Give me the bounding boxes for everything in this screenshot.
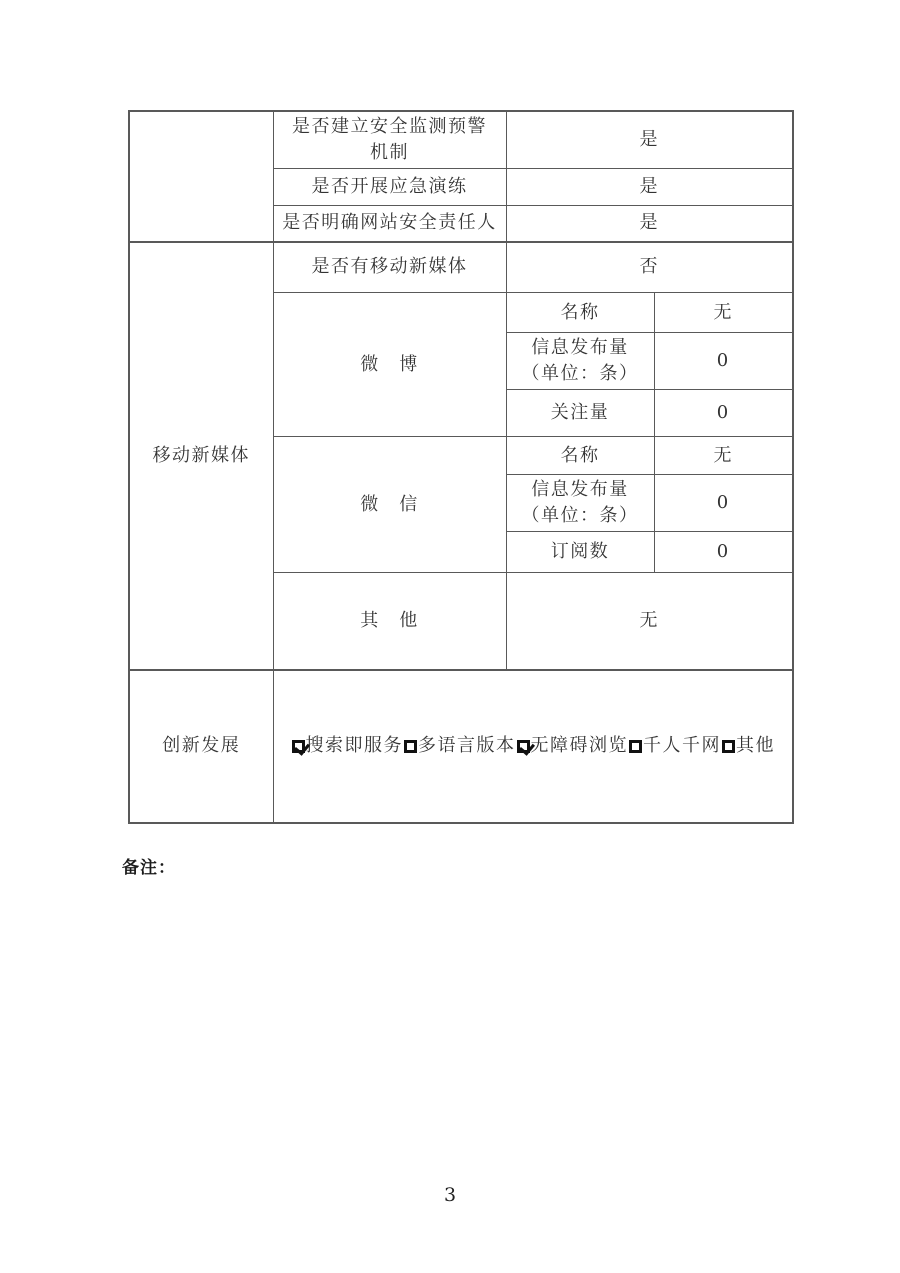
row-value: 0 — [654, 475, 793, 532]
row-label-emergency-drill: 是否开展应急演练 — [273, 169, 506, 206]
innovation-option-accessibility — [516, 735, 629, 756]
group-label-weibo: 微 博 — [273, 293, 506, 437]
row-label-line: 信息发布量 — [531, 337, 629, 358]
table-row — [129, 670, 793, 823]
row-label-wechat-posts — [506, 475, 654, 532]
row-label-security-officer: 是否明确网站安全责任人 — [273, 206, 506, 242]
page-number: 3 — [443, 1184, 457, 1206]
row-value: 是 — [506, 111, 793, 169]
innovation-option-search-service — [291, 735, 404, 756]
checkbox-icon — [517, 740, 530, 753]
option-label: 搜索即服务 — [305, 735, 403, 756]
innovation-option-other — [721, 735, 775, 756]
group-label-other: 其 他 — [273, 573, 506, 670]
row-value: 是 — [506, 206, 793, 242]
row-label-weibo-posts — [506, 333, 654, 390]
section-header-mobile-media: 移动新媒体 — [129, 242, 273, 670]
row-label-line: （单位：条） — [521, 363, 639, 384]
row-label-weibo-name: 名称 — [506, 293, 654, 333]
group-label-wechat: 微 信 — [273, 437, 506, 573]
table-row — [129, 111, 793, 169]
innovation-option-multilingual — [403, 735, 516, 756]
row-value: 无 — [506, 573, 793, 670]
checkbox-icon — [722, 740, 735, 753]
row-value: 0 — [654, 532, 793, 573]
notes-label: 备注： — [122, 858, 176, 878]
option-label: 多语言版本 — [418, 735, 516, 756]
row-label-line: 是否建立安全监测预警 — [292, 116, 487, 137]
row-label-has-mobile-media: 是否有移动新媒体 — [273, 242, 506, 293]
checkbox-icon — [292, 740, 305, 753]
annual-report-table — [128, 110, 794, 824]
row-value: 否 — [506, 242, 793, 293]
row-value: 无 — [654, 437, 793, 475]
row-label-wechat-subscribers: 订阅数 — [506, 532, 654, 573]
section-header-blank — [129, 111, 273, 242]
row-label-line: （单位：条） — [521, 505, 639, 526]
row-label-line: 机制 — [370, 142, 409, 163]
row-label-weibo-followers: 关注量 — [506, 390, 654, 437]
section-header-innovation: 创新发展 — [129, 670, 273, 823]
row-label-line: 信息发布量 — [531, 479, 629, 500]
innovation-option-qianren-qianwang — [628, 735, 721, 756]
option-label: 千人千网 — [643, 735, 721, 756]
option-label: 无障碍浏览 — [530, 735, 628, 756]
row-value: 0 — [654, 390, 793, 437]
checkbox-icon — [404, 740, 417, 753]
checkbox-icon — [629, 740, 642, 753]
innovation-options-cell — [273, 670, 793, 823]
row-label-security-monitor — [273, 111, 506, 169]
row-value: 0 — [654, 333, 793, 390]
row-value: 无 — [654, 293, 793, 333]
row-label-wechat-name: 名称 — [506, 437, 654, 475]
row-value: 是 — [506, 169, 793, 206]
table-row — [129, 242, 793, 293]
option-label: 其他 — [736, 735, 775, 756]
